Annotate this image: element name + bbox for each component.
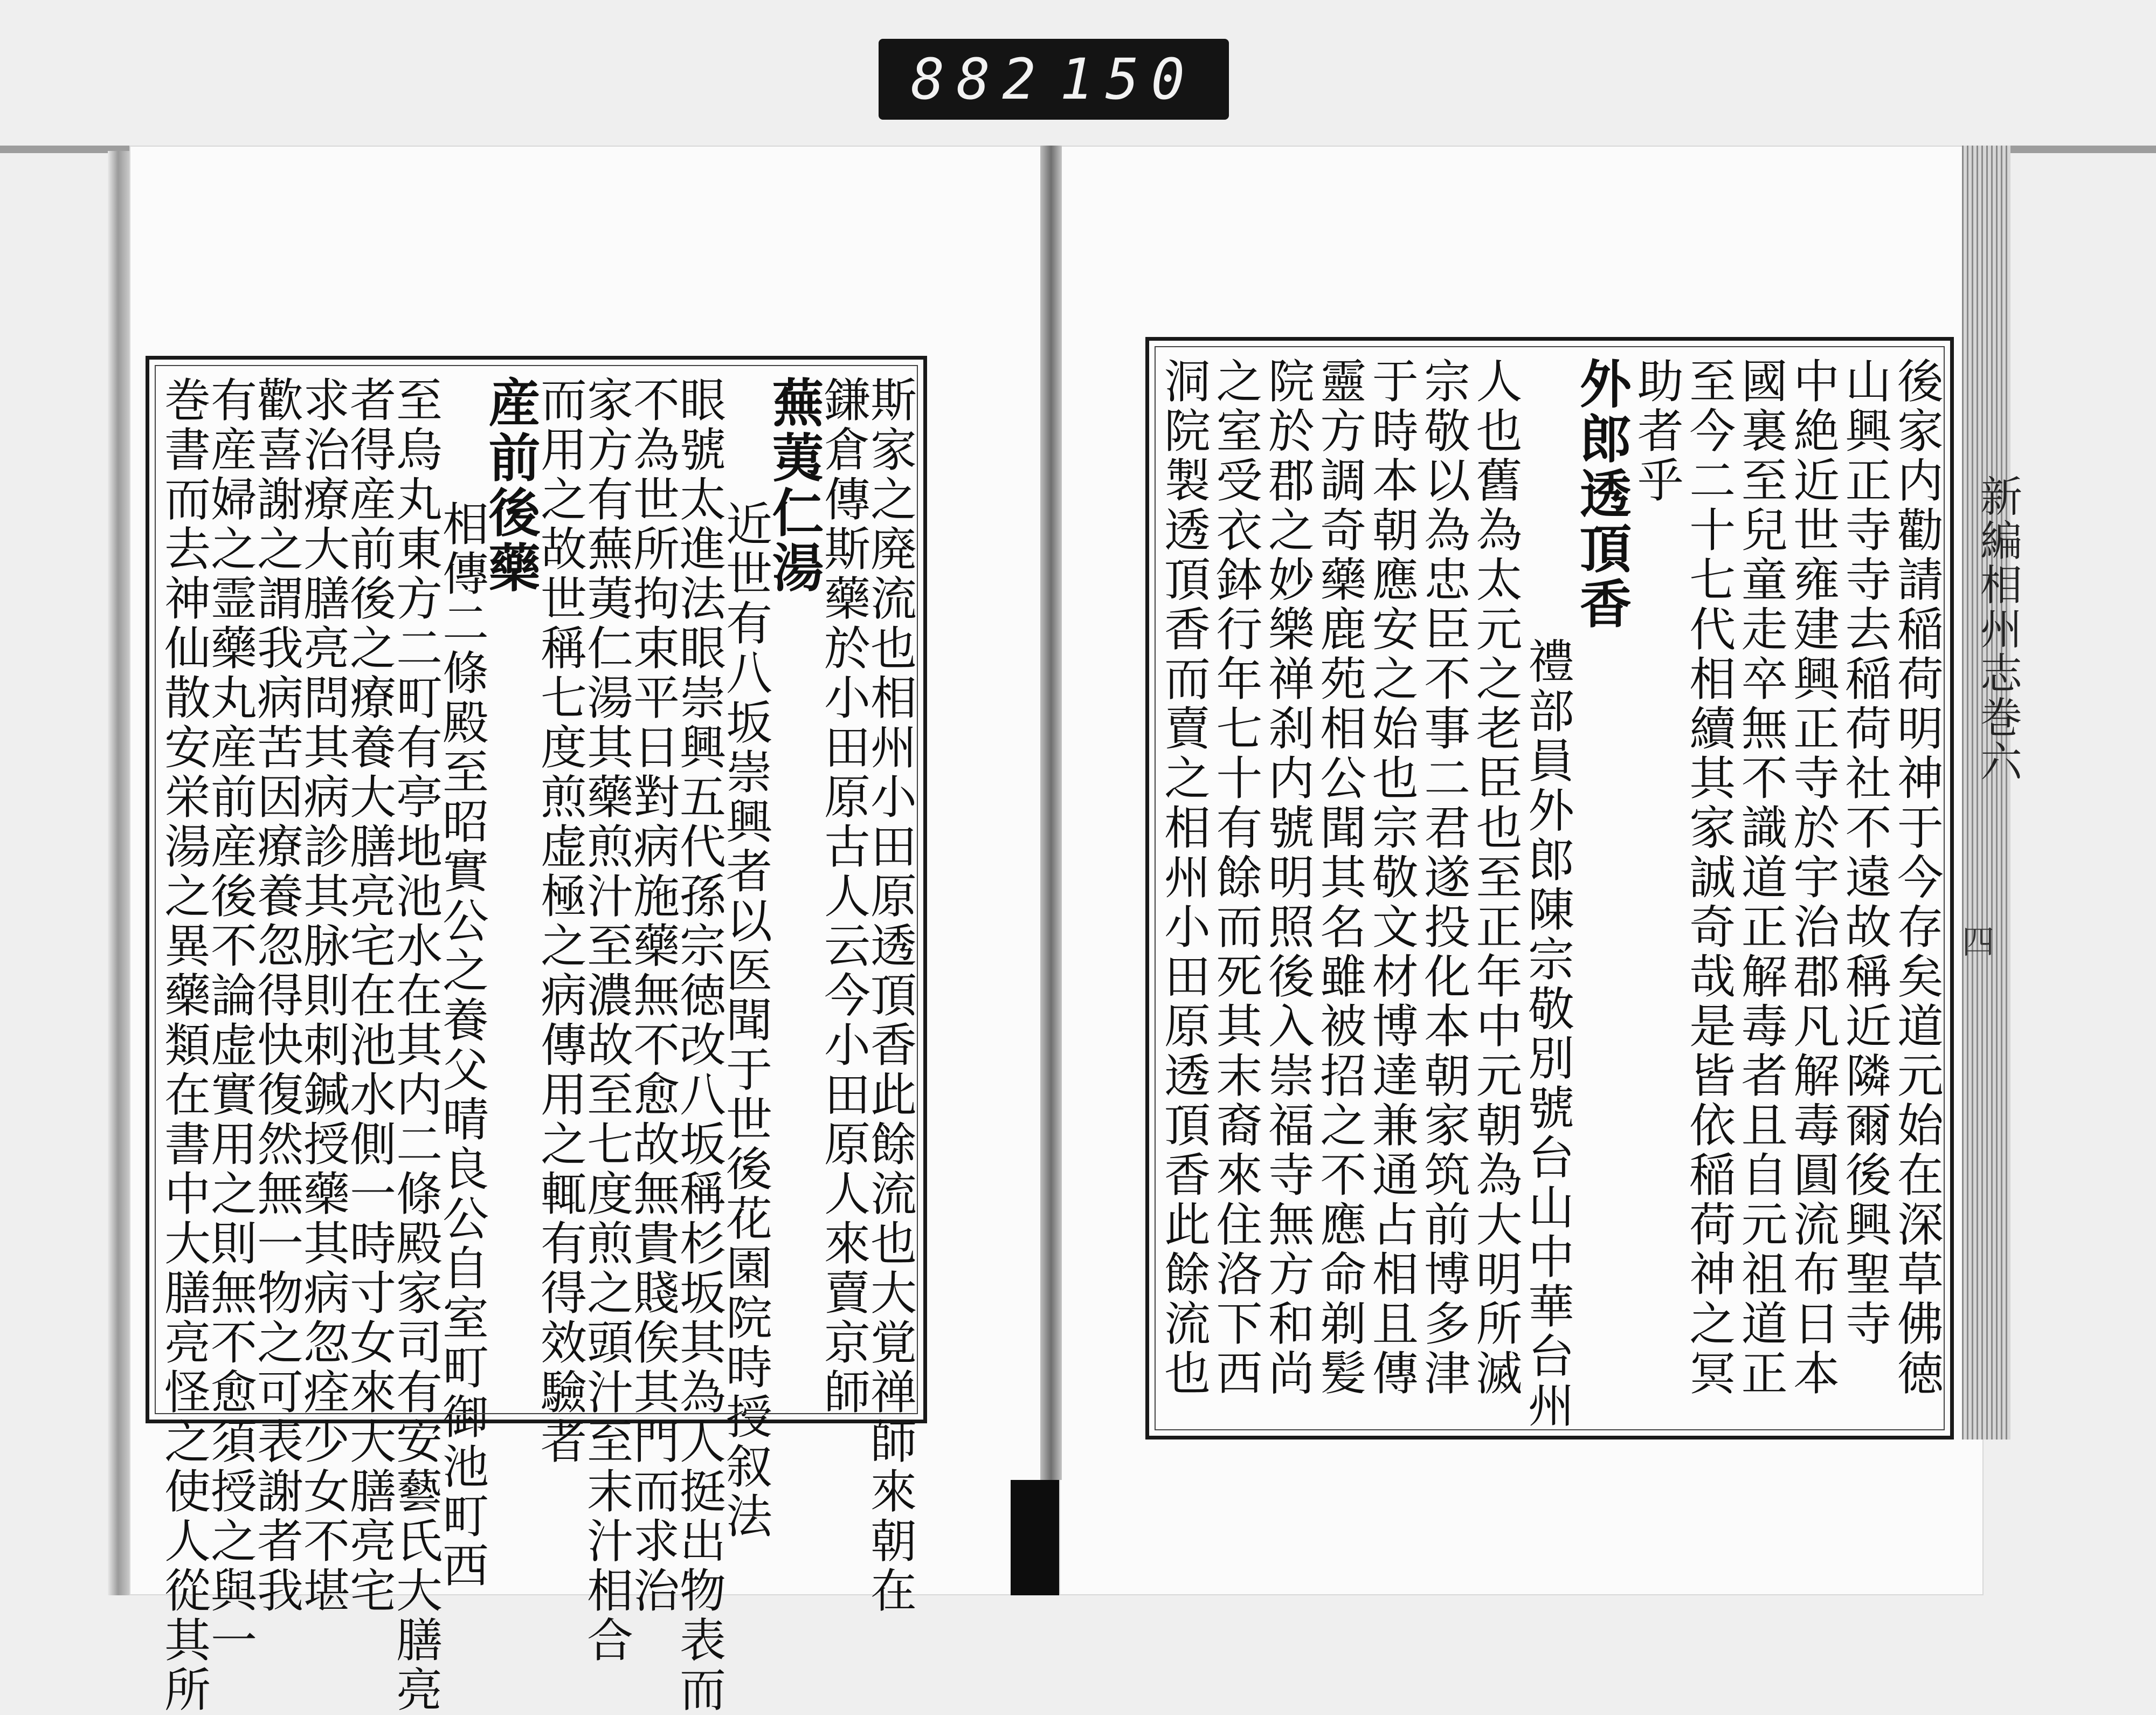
right-subtitle-column: 禮部員外郎陳宗敬別號台山中華台州: [1519, 637, 1574, 1431]
left-text-frame: [146, 356, 927, 1715]
book-gutter: [1040, 146, 1062, 1480]
right-text-column: 中絶近世雍建興正寺於宇治郡凡解毒圓流布日本: [1785, 357, 1840, 1399]
right-text-column: 國裏至兒童走卒無不識道正解毒者且自元祖道正: [1733, 357, 1787, 1399]
right-text-column: 助者乎: [1629, 357, 1683, 506]
left-text-column: 近世有八坂崇興者以医聞于世後花園院時授叙法: [718, 500, 772, 1541]
reel-number: 882: [911, 46, 1048, 112]
left-text-column: 斯家之廃流也相州小田原透頂香此餘流也大覚禅師來朝在: [862, 376, 916, 1616]
right-text-column: 人也舊為太元之老臣也至正年中元朝為大明所滅: [1468, 357, 1522, 1399]
left-text-column: 歡喜謝之謂我病苦因療養忽得快復然無一物之可表謝者我: [249, 376, 303, 1616]
right-text-column: 洞院製透頂香而賣之相州小田原透頂香此餘流也: [1156, 357, 1210, 1399]
left-text-column: 求治療大膳亮問其病診其脉則刺鍼授藥其病忽痊少女不堪: [295, 376, 349, 1616]
book-page-stack: [1962, 146, 2010, 1440]
left-text-column: 家方有蕪荑仁湯其藥煎汁至濃故至七度煎之頭汁至末汁相合: [579, 376, 633, 1665]
left-text-column: 而用之故世稱七度煎虚極之病傳用之輒有得效驗者: [533, 376, 586, 1467]
left-text-column: 不為世所拘束平日對病施藥無不愈故無貴賤俟其門而求治: [625, 376, 679, 1616]
right-text-column: 外郎透頂香: [1571, 357, 1633, 632]
margin-title: 新編相州志巻六: [1973, 474, 2022, 784]
left-text-column: 有産婦之霊藥丸産前産後不論虚實用之則無不愈須授之與一: [203, 376, 257, 1665]
film-clip-block: [1011, 1480, 1059, 1595]
left-text-column: 巻書而去神仙散安栄湯之異藥類在書中大膳亮怪之使人從其所: [156, 376, 210, 1715]
right-text-column: 于時本朝應安之始也宗敬文材博達兼通占相且傳: [1364, 357, 1418, 1399]
right-text-column: 山興正寺寺去稲荷社不遠故稱近隣爾後興聖寺: [1837, 357, 1891, 1349]
frame-number: 150: [1060, 46, 1197, 112]
page-number: 四: [1962, 924, 1994, 961]
left-text-column: 眼號太進法眼崇興五代孫宗徳改八坂稱杉坂其為人挺出物表而: [672, 376, 725, 1715]
film-frame-label: [879, 39, 1229, 120]
right-text-column: 靈方調奇藥鹿苑相公聞其名雖被招之不應命剃髪: [1312, 357, 1366, 1399]
left-text-column: 蕪荑仁湯: [764, 376, 825, 596]
left-text-column: 産前後藥: [480, 376, 541, 596]
left-text-column: 至烏丸東方二町有亭地池水在其内二條殿家司有安藝氏大膳亮: [388, 376, 442, 1715]
right-text-columns: [1156, 357, 1943, 1431]
right-text-column: 宗敬以為忠臣不事二君遂投化本朝家筑前博多津: [1416, 357, 1470, 1399]
right-text-column: 後家内勸請稲荷明神于今存矣道元始在深草佛徳: [1889, 357, 1943, 1399]
right-text-column: 院於郡之妙樂禅刹内號明照後入崇福寺無方和尚: [1260, 357, 1314, 1399]
right-text-frame: [1145, 337, 1954, 1440]
left-text-columns: [156, 376, 916, 1715]
left-text-column: 者得産前後之療養大膳亮宅在池水側一時寸女來大膳亮宅: [342, 376, 396, 1616]
right-text-column: 至今二十七代相續其家誠奇哉是皆依稲荷神之冥: [1681, 357, 1736, 1399]
left-text-column: 相傳二條殿至昭實公之養父晴良公自室町御池町西: [434, 500, 488, 1591]
left-text-column: 鎌倉傳斯藥於小田原古人云今小田原人來賣京師: [816, 376, 870, 1417]
right-text-column: 之室受衣鉢行年七十有餘而死其末裔來住洛下西: [1208, 357, 1262, 1399]
